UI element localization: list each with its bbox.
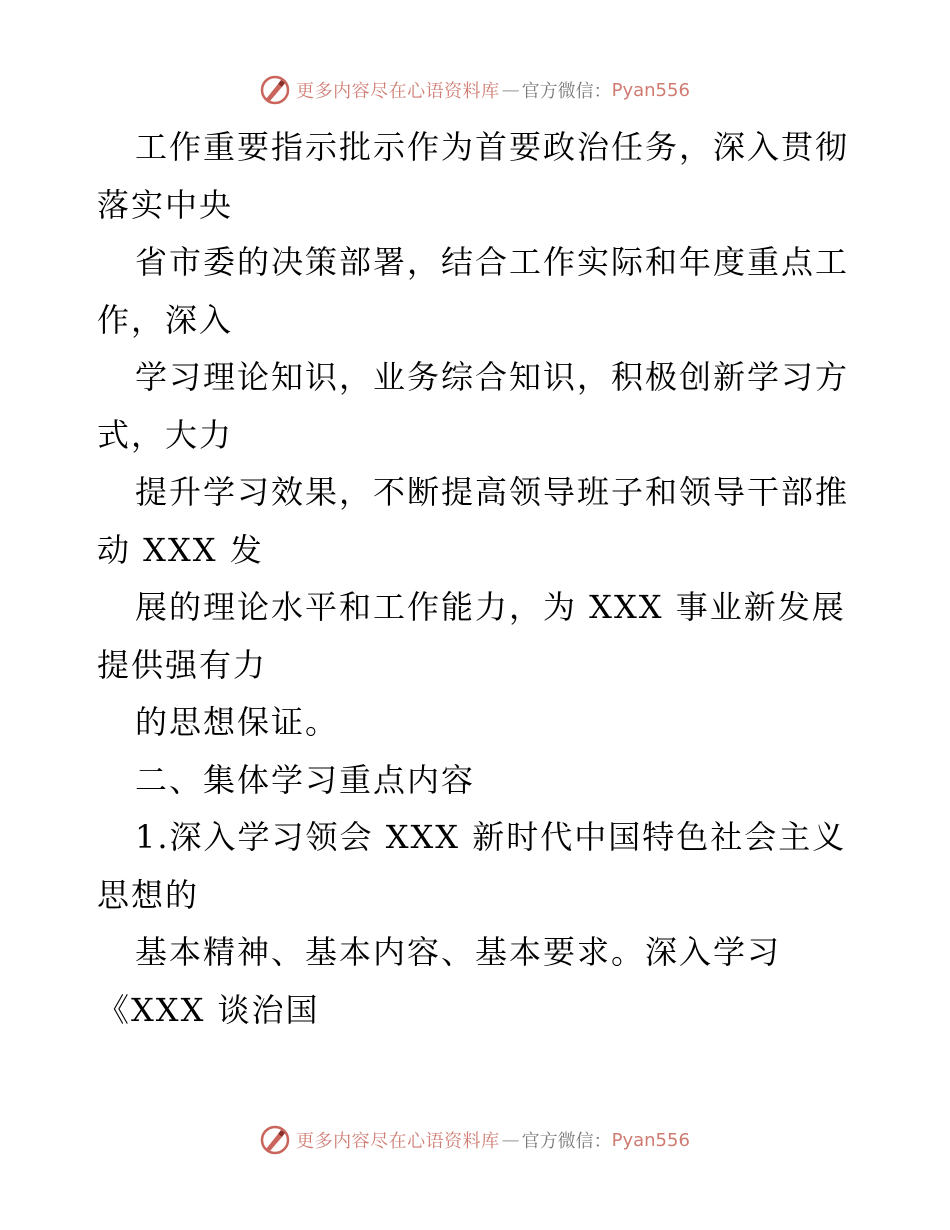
body-line: 动 XXX 发 (97, 530, 264, 569)
body-line: 1.深入学习领会 XXX 新时代中国特色社会主义 (135, 818, 847, 856)
watermark-text: 更多内容尽在心语资料库 (296, 81, 500, 102)
header-watermark (0, 70, 950, 110)
watermark-id: Pyan556 (611, 79, 690, 101)
footer-watermark (0, 1120, 950, 1160)
body-line: 的思想保证。 (135, 703, 340, 741)
watermark-text: 更多内容尽在心语资料库 (296, 1131, 500, 1152)
section-heading: 二、集体学习重点内容 (135, 760, 476, 799)
pen-logo-icon (260, 1125, 290, 1155)
body-line: 学习理论知识，业务综合知识，积极创新学习方 (135, 358, 850, 396)
pen-logo-icon (260, 75, 290, 105)
body-line: 落实中央 (97, 185, 234, 224)
body-line: 基本精神、基本内容、基本要求。深入学习 (135, 933, 782, 971)
body-line: 提供强有力 (97, 645, 268, 684)
body-line: 提升学习效果，不断提高领导班子和领导干部推 (135, 473, 850, 511)
watermark-separator: — (501, 1129, 520, 1151)
body-line: 工作重要指示批示作为首要政治任务，深入贯彻 (135, 128, 850, 166)
body-line: 展的理论水平和工作能力，为 XXX 事业新发展 (135, 588, 846, 626)
body-line: 《XXX 谈治国 (97, 990, 320, 1029)
body-line: 作，深入 (97, 300, 234, 339)
body-line: 思想的 (97, 875, 200, 914)
watermark-label: 官方微信： (521, 81, 612, 102)
body-line: 式，大力 (97, 415, 234, 454)
watermark-id: Pyan556 (611, 1129, 690, 1151)
watermark-label: 官方微信： (521, 1131, 612, 1152)
body-text (97, 119, 857, 1039)
watermark-separator: — (501, 79, 520, 101)
body-line: 省市委的决策部署，结合工作实际和年度重点工 (135, 243, 850, 281)
